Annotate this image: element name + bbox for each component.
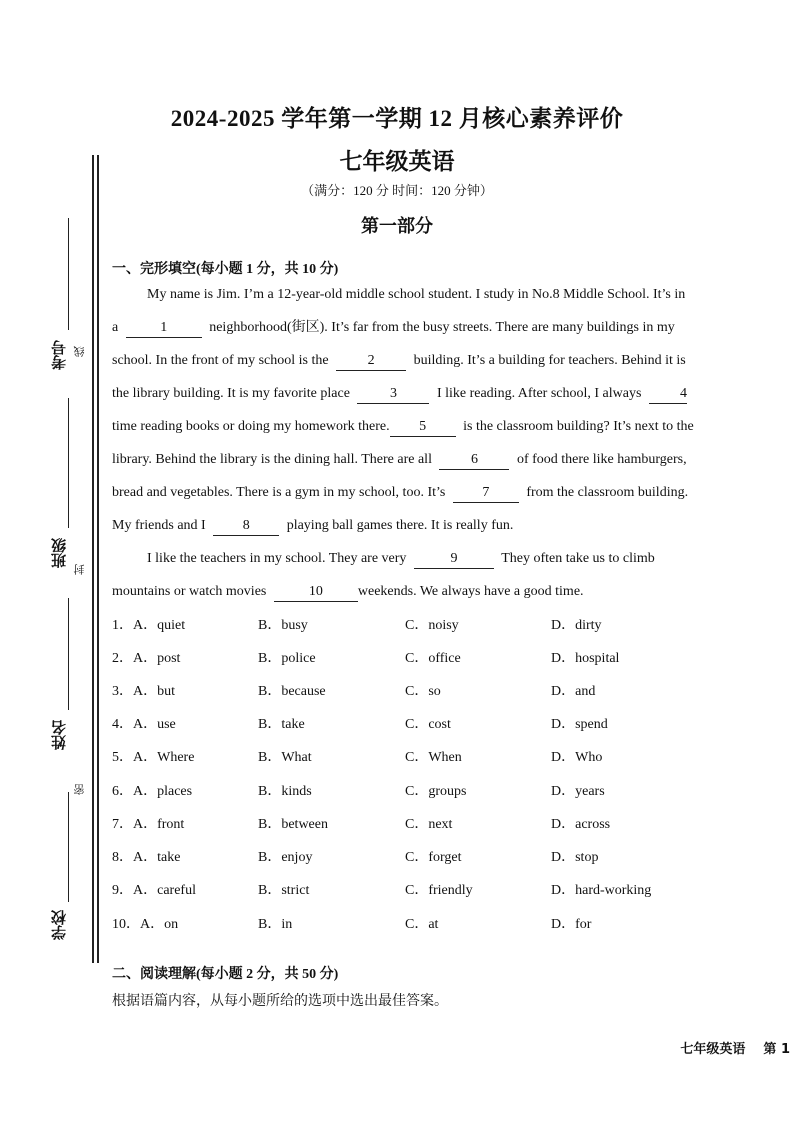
- passage-text: of food there like hamburgers,: [516, 452, 687, 467]
- option-c[interactable]: C．When: [405, 750, 462, 765]
- passage-line: [112, 542, 728, 575]
- option-a[interactable]: 5．A．Where: [112, 750, 195, 765]
- seal-feng-mark: 封: [73, 564, 86, 575]
- option-d[interactable]: D．stop: [551, 850, 599, 865]
- seal-mi-mark: 密: [73, 784, 86, 795]
- option-d[interactable]: D．hard-working: [551, 883, 652, 898]
- option-b[interactable]: B．because: [258, 684, 326, 699]
- option-row: [112, 680, 732, 713]
- passage-text: time reading books or doing my homework there.: [112, 419, 390, 434]
- option-b[interactable]: B．strict: [258, 883, 310, 898]
- page-footer: 七年级英语 第 1: [680, 1042, 790, 1057]
- option-d[interactable]: D．for: [551, 917, 592, 932]
- passage-line: [112, 575, 728, 608]
- passage-line: [112, 443, 728, 476]
- option-c[interactable]: C．cost: [405, 717, 451, 732]
- option-b[interactable]: B．enjoy: [258, 850, 313, 865]
- passage-line: [112, 278, 728, 311]
- option-row: [112, 846, 732, 879]
- option-c[interactable]: C．forget: [405, 850, 462, 865]
- school-fill-line: [68, 792, 69, 902]
- option-d[interactable]: D．Who: [551, 750, 603, 765]
- blank-1: 1: [126, 319, 202, 338]
- passage-line: [112, 311, 728, 344]
- option-d[interactable]: D．dirty: [551, 618, 602, 633]
- passage-text: is the classroom building? It’s next to the: [463, 419, 694, 434]
- blank-5: 5: [390, 418, 456, 437]
- passage-text: My friends and I: [112, 518, 206, 533]
- option-b[interactable]: B．busy: [258, 618, 308, 633]
- passage-line: [112, 344, 728, 377]
- passage-text: playing ball games there. It is really fun.: [286, 518, 514, 533]
- cloze-passage: [112, 278, 728, 608]
- part-title: 第一部分: [361, 216, 433, 236]
- section1-heading: 一、完形填空(每小题 1 分，共 10 分): [112, 262, 339, 277]
- passage-text: bread and vegetables. There is a gym in my school, too. It’s: [112, 485, 446, 500]
- passage-line: [112, 410, 728, 443]
- passage-text: My name is Jim. I’m a 12-year-old middle school student. I study in No.8 Middle School. It’s in: [147, 287, 686, 302]
- passage-line: [112, 476, 728, 509]
- name-fill-line: [68, 598, 69, 710]
- option-c[interactable]: C．office: [405, 651, 461, 666]
- blank-4: 4: [649, 385, 687, 404]
- option-d[interactable]: D．years: [551, 784, 605, 799]
- option-a[interactable]: 8．A．take: [112, 850, 181, 865]
- option-a[interactable]: 2．A．post: [112, 651, 181, 666]
- option-row: [112, 614, 732, 647]
- exam-info: （满分：120 分 时间：120 分钟）: [301, 183, 493, 198]
- blank-8: 8: [213, 517, 279, 536]
- passage-text: mountains or watch movies: [112, 584, 267, 599]
- passage-text: building. It’s a building for teachers. Behind it is: [413, 353, 686, 368]
- option-row: [112, 879, 732, 912]
- passage-text: from the classroom building.: [526, 485, 689, 500]
- option-a[interactable]: 9．A．careful: [112, 883, 196, 898]
- seal-line-mark: 线: [73, 346, 86, 357]
- option-d[interactable]: D．and: [551, 684, 596, 699]
- passage-text: I like reading. After school, I always: [436, 386, 642, 401]
- section2-instruction: 根据语篇内容，从每小题所给的选项中选出最佳答案。: [112, 993, 448, 1009]
- option-row: [112, 746, 732, 779]
- option-b[interactable]: B．kinds: [258, 784, 312, 799]
- blank-6: 6: [439, 451, 509, 470]
- school-label: 学校: [50, 910, 68, 940]
- blank-7: 7: [453, 484, 519, 503]
- option-a[interactable]: 4．A．use: [112, 717, 176, 732]
- option-d[interactable]: D．across: [551, 817, 611, 832]
- binding-line-inner: [97, 155, 99, 963]
- option-a[interactable]: 7．A．front: [112, 817, 185, 832]
- option-b[interactable]: B．take: [258, 717, 305, 732]
- exam-number-label: 考号: [50, 340, 68, 370]
- passage-line: [112, 509, 728, 542]
- blank-10: 10: [274, 583, 358, 602]
- name-label: 姓名: [50, 720, 68, 750]
- option-b[interactable]: B．in: [258, 917, 293, 932]
- passage-text: neighborhood(街区). It’s far from the busy streets. There are many buildings in my: [209, 320, 675, 335]
- blank-9: 9: [414, 550, 494, 569]
- passage-line: [112, 377, 728, 410]
- option-d[interactable]: D．spend: [551, 717, 608, 732]
- option-b[interactable]: B．between: [258, 817, 328, 832]
- option-c[interactable]: C．groups: [405, 784, 467, 799]
- option-row: [112, 913, 732, 946]
- option-a[interactable]: 6．A．places: [112, 784, 193, 799]
- option-c[interactable]: C．at: [405, 917, 439, 932]
- option-d[interactable]: D．hospital: [551, 651, 620, 666]
- exam-title: 2024-2025 学年第一学期 12 月核心素养评价: [170, 106, 624, 131]
- passage-text: a: [112, 320, 119, 335]
- class-label: 班级: [50, 538, 68, 568]
- option-c[interactable]: C．friendly: [405, 883, 473, 898]
- option-c[interactable]: C．noisy: [405, 618, 459, 633]
- option-row: [112, 647, 732, 680]
- option-a[interactable]: 1．A．quiet: [112, 618, 186, 633]
- option-a[interactable]: 10．A．on: [112, 917, 179, 932]
- blank-3: 3: [357, 385, 429, 404]
- option-row: [112, 813, 732, 846]
- exam-subject: 七年级英语: [339, 149, 455, 174]
- option-c[interactable]: C．next: [405, 817, 453, 832]
- passage-text: library. Behind the library is the dining hall. There are all: [112, 452, 432, 467]
- option-b[interactable]: B．police: [258, 651, 316, 666]
- class-fill-line: [68, 398, 69, 528]
- passage-text: I like the teachers in my school. They are very: [147, 551, 407, 566]
- option-row: [112, 780, 732, 813]
- option-b[interactable]: B．What: [258, 750, 312, 765]
- passage-text: the library building. It is my favorite place: [112, 386, 350, 401]
- passage-text: They often take us to climb: [501, 551, 655, 566]
- section2-heading: 二、阅读理解(每小题 2 分，共 50 分): [112, 967, 339, 982]
- option-row: [112, 713, 732, 746]
- passage-text: weekends. We always have a good time.: [357, 584, 584, 599]
- option-c[interactable]: C．so: [405, 684, 441, 699]
- passage-text: school. In the front of my school is the: [112, 353, 329, 368]
- blank-2: 2: [336, 352, 406, 371]
- option-a[interactable]: 3．A．but: [112, 684, 175, 699]
- binding-line-outer: [92, 155, 94, 963]
